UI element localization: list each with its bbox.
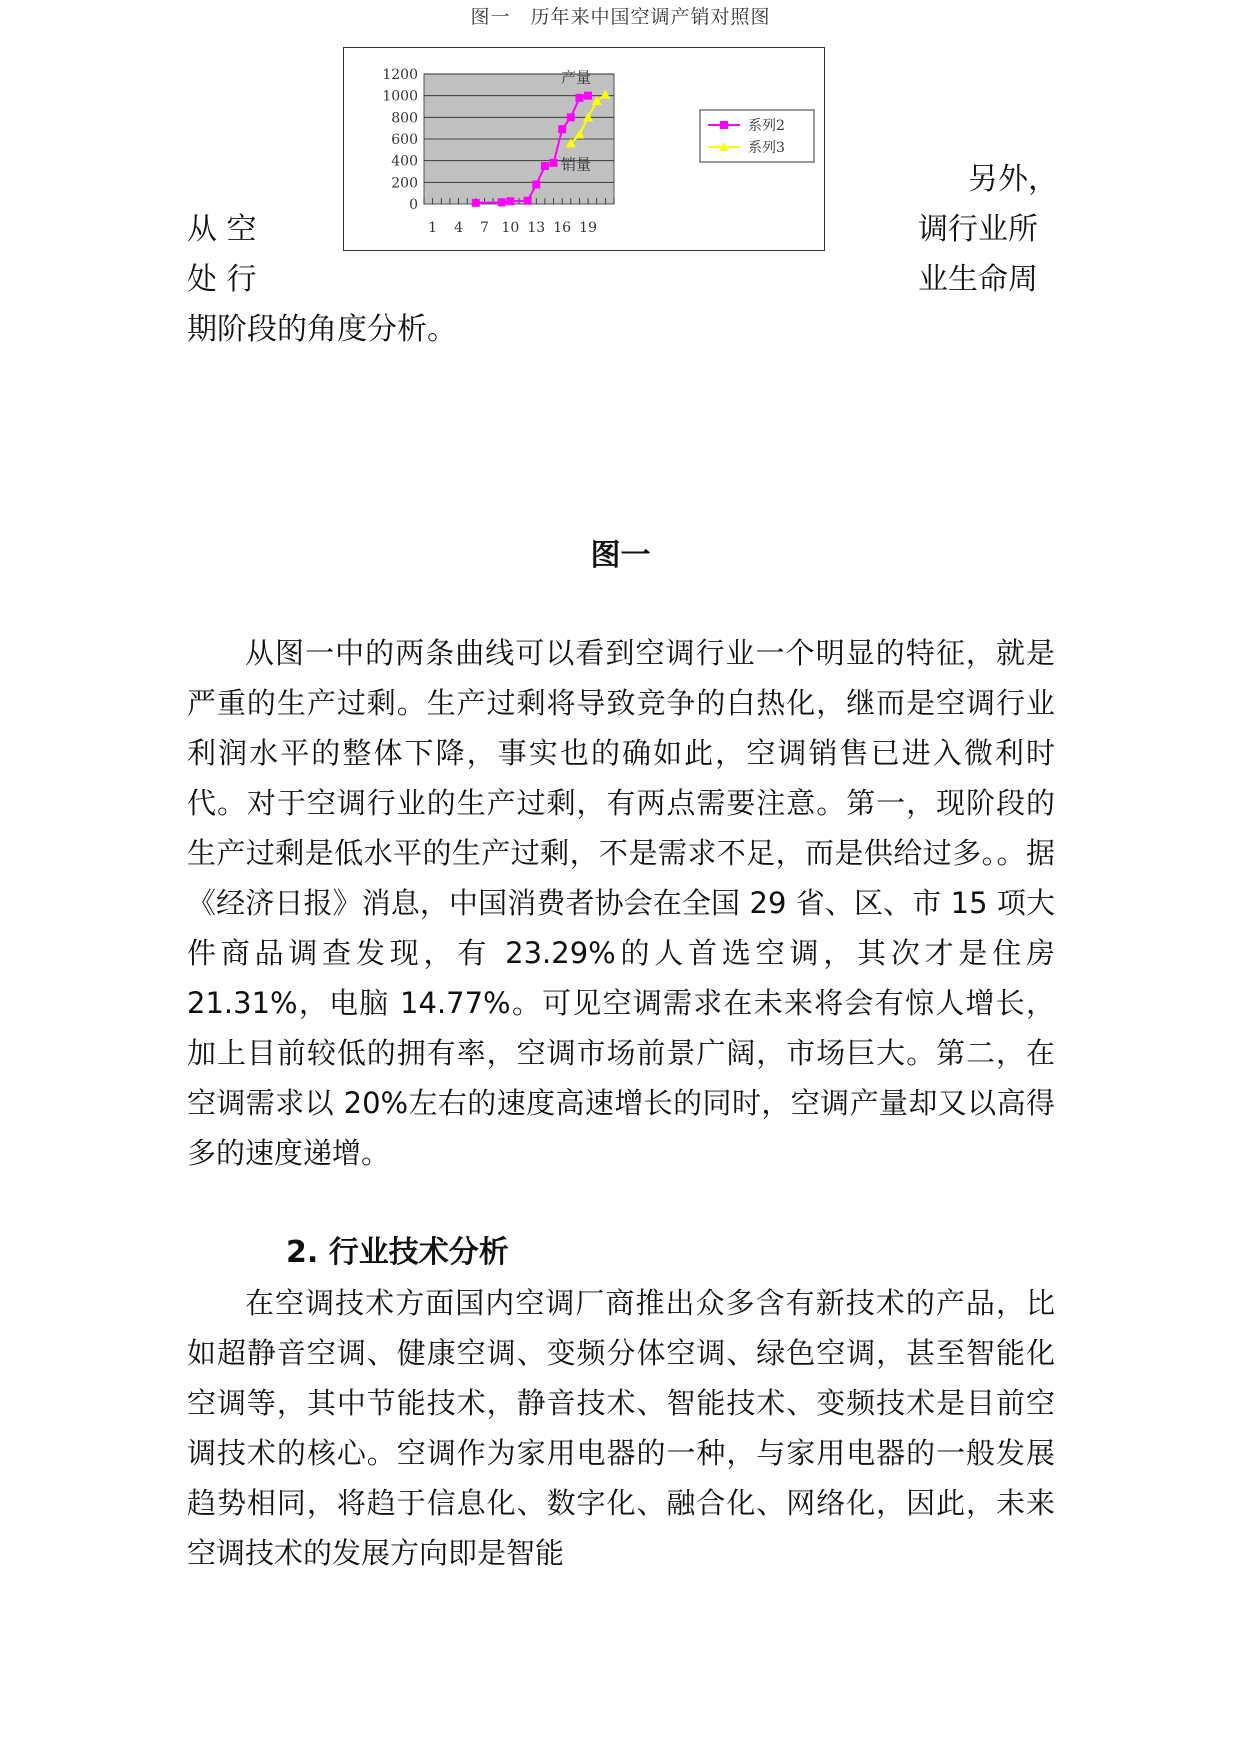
chart-svg	[344, 48, 824, 250]
data-point	[541, 162, 549, 170]
legend-marker	[720, 121, 728, 129]
data-point	[575, 94, 583, 102]
section-heading: 2. 行业技术分析	[286, 1235, 509, 1270]
y-tick-label: 800	[391, 110, 418, 127]
x-tick-label: 16	[553, 220, 572, 236]
y-tick-label: 400	[391, 153, 418, 170]
wrap-text-left-2: 从 空	[187, 212, 257, 247]
data-point	[498, 198, 506, 206]
data-point	[558, 125, 566, 133]
chart-annotation: 产量	[560, 68, 592, 87]
y-tick-label: 1200	[382, 67, 418, 83]
data-point	[506, 197, 514, 205]
data-point	[567, 113, 575, 121]
wrap-text-right-1: 另外，	[968, 162, 1058, 197]
figure-caption: 图一 历年来中国空调产销对照图	[470, 6, 771, 28]
data-point	[472, 199, 480, 207]
x-tick-label: 10	[501, 220, 520, 236]
legend-label: 系列3	[748, 140, 785, 156]
y-tick-label: 600	[391, 132, 418, 148]
chart	[343, 47, 825, 251]
y-tick-label: 200	[391, 175, 418, 192]
wrap-text-left-3: 处 行	[187, 262, 257, 297]
wrap-text-right-2: 调行业所	[918, 212, 1038, 247]
y-tick-label: 0	[409, 197, 418, 213]
wrap-text-line-4: 期阶段的角度分析。	[187, 312, 457, 347]
data-point	[532, 181, 540, 189]
x-tick-label: 4	[454, 220, 464, 236]
data-point	[584, 92, 592, 100]
x-tick-label: 13	[527, 220, 546, 236]
data-point	[524, 197, 532, 205]
wrap-text-right-3: 业生命周	[918, 262, 1038, 297]
figure-label: 图一	[590, 538, 651, 573]
legend-label: 系列2	[748, 118, 785, 134]
paragraph-1: 从图一中的两条曲线可以看到空调行业一个明显的特征，就是严重的生产过剩。生产过剩将导致竞争的白热化，继而是空调行业利润水平的整体下降，事实也的确如此，空调销售已进入微利时代。对于空调行业的生产过剩，有两点需要注意。第一，现阶段的生产过剩是低水平的生产过剩，不是需求不足，而是供给过多。。据《经济日报》消息，中国消费者协会在全国 29 省、区、市 15 项大件商品调查发现，有 23.29%的人首选空调，其次才是住房 21.31%，电脑 14.77%。可见空调需求在未来将会有惊人增长，加上目前较低的拥有率，空调市场前景广阔，市场巨大。第二，在空调需求以 20%左右的速度高速增长的同时，空调产量却又以高得多的速度递增。	[187, 636, 1055, 1170]
x-tick-label: 19	[579, 220, 598, 236]
x-tick-label: 1	[428, 220, 438, 236]
chart-annotation: 销量	[560, 155, 592, 174]
y-tick-label: 1000	[382, 88, 418, 105]
paragraph-2: 在空调技术方面国内空调厂商推出众多含有新技术的产品，比如超静音空调、健康空调、变频分体空调、绿色空调，甚至智能化空调等，其中节能技术，静音技术、智能技术、变频技术是目前空调技术的核心。空调作为家用电器的一种，与家用电器的一般发展趋势相同，将趋于信息化、数字化、融合化、网络化，因此，未来空调技术的发展方向即是智能	[187, 1286, 1055, 1570]
data-point	[550, 159, 558, 167]
x-tick-label: 7	[479, 220, 489, 236]
